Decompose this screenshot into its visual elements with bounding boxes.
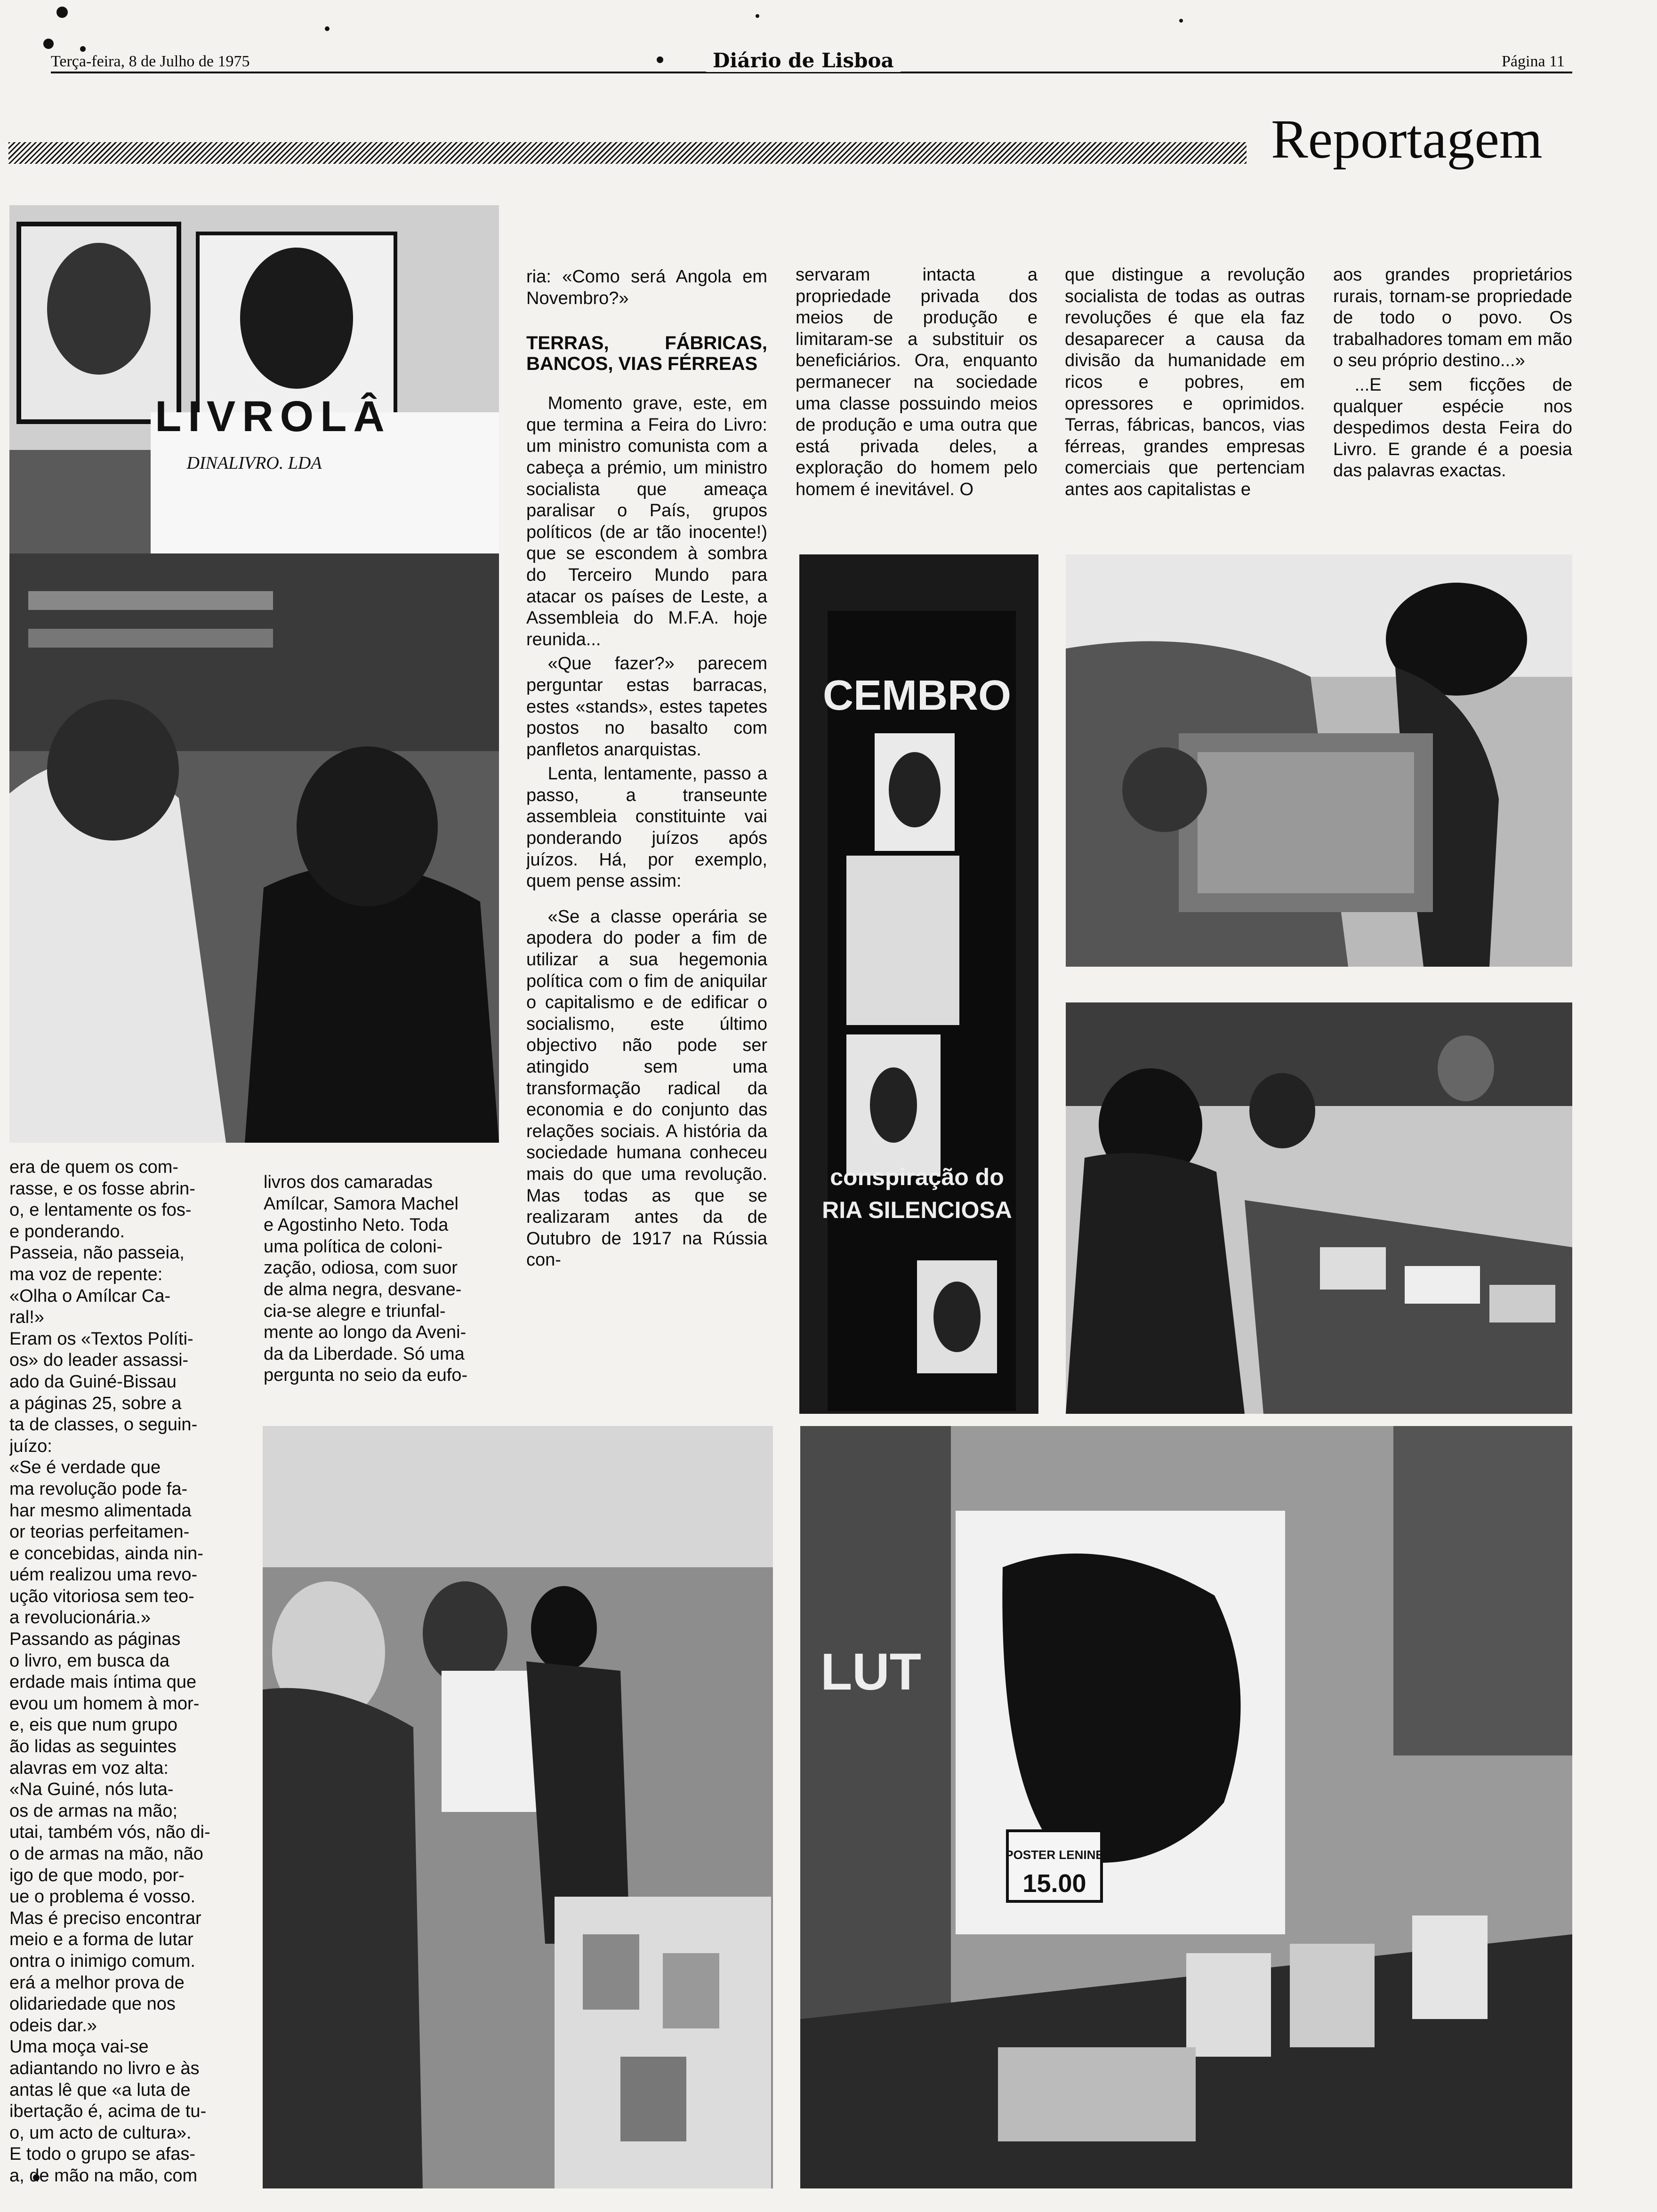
column-6 (1333, 264, 1572, 528)
col3-paragraph: Lenta, lentamente, passo a passo, a transeunte assembleia constituinte vai ponderando juízos após juízos. Há, por exemplo, quem pense assim: (526, 764, 767, 891)
scan-speck (43, 39, 54, 49)
col1-line: Passando as páginas (9, 1629, 181, 1650)
col1-line: utai, também vós, não di- (9, 1822, 210, 1843)
col1-line: antas lê que «a luta de (9, 2080, 191, 2100)
col1-line: e concebidas, ainda nin- (9, 1543, 203, 1563)
sign-livrola: LIVROLÂ (155, 393, 391, 441)
column-4 (796, 264, 1038, 528)
poster-cembro-text: CEMBRO (823, 672, 1011, 719)
col1-line: o, um acto de cultura». (9, 2123, 192, 2143)
photo-book-stand-crowd (9, 205, 499, 1143)
col1-line: uém realizou uma revo- (9, 1565, 198, 1585)
col1-line: a páginas 25, sobre a (9, 1393, 182, 1413)
col5-text: que distingue a revolução socialista de todas as outras revoluções é que ela faz desaparecer a causa da divisão da humanidade em ricos e pobres, em opressores e oprimidos. Terras, fábricas, bancos, vias férreas, grandes empresas comerciais que pertenciam antes aos capitalistas e (1065, 265, 1305, 499)
col1-line: ado da Guiné-Bissau (9, 1371, 177, 1392)
sign-dinalivro: DINALIVRO. LDA (186, 453, 322, 473)
col1-line: ão lidas as seguintes (9, 1737, 177, 1757)
col2-line: mente ao longo da Aveni- (264, 1322, 467, 1343)
col1-line: os de armas na mão; (9, 1801, 177, 1821)
col1-line: e ponderando. (9, 1221, 125, 1242)
poster-price-tag: 15.00 (1022, 1869, 1086, 1898)
col1-line: ta de classes, o seguin- (9, 1415, 198, 1435)
col1-line: alavras em voz alta: (9, 1758, 169, 1778)
col1-line: evou um homem à mor- (9, 1693, 200, 1714)
poster-silenciosa-text: RIA SILENCIOSA (822, 1197, 1012, 1223)
poster-side-text: LUT (820, 1643, 921, 1701)
col1-line: era de quem os com- (9, 1157, 179, 1177)
photo-lenine-poster (800, 1426, 1572, 2188)
col1-line: o de armas na mão, não (9, 1844, 203, 1864)
col1-line: «Se é verdade que (9, 1458, 161, 1478)
column-2 (264, 1172, 501, 1407)
col1-line: juízo: (9, 1436, 52, 1456)
col1-line: ontra o inimigo comum. (9, 1951, 195, 1971)
col1-line: odeis dar.» (9, 2015, 97, 2036)
col1-line: erdade mais íntima que (9, 1672, 197, 1692)
col1-line: ução vitoriosa sem teo- (9, 1586, 194, 1606)
col1-line: a revolucionária.» (9, 1608, 151, 1628)
scan-speck (657, 56, 663, 63)
col2-line: uma política de coloni- (264, 1236, 443, 1257)
column-5 (1065, 264, 1305, 528)
col2-line: de alma negra, desvane- (264, 1279, 462, 1299)
col3-paragraph: «Se a classe operária se apodera do poder a fim de utilizar a sua hegemonia política com o fim de aniquilar o capitalismo e de edificar o socialismo, este último objectivo não pode ser atingido sem uma transformação radical da economia e do conjunto das relações sociais. A história da sociedade humana conheceu mais do que uma revolução. Mas todas as que se realizaram antes da de Outubro de 1917 na Rússia con- (526, 906, 767, 1270)
col1-line: olidariedade que nos (9, 1994, 176, 2014)
col6-paragraph: ...E sem ficções de qualquer espécie nos despedimos desta Feira do Livro. E grande é a poesia das palavras exactas. (1333, 375, 1572, 481)
scan-speck (1179, 19, 1183, 23)
column-3 (526, 266, 767, 1410)
col4-text: servaram intacta a propriedade privada dos meios de produção e limitaram-se a substituir os beneficiários. Ora, enquanto permanecer na sociedade uma classe possuindo meios de produção e uma outra que está privada deles, a exploração do homem pelo homem é inevitável. O (796, 265, 1038, 499)
col1-line: ma voz de repente: (9, 1264, 163, 1284)
col1-line: «Olha o Amílcar Ca- (9, 1286, 171, 1306)
col1-line: Eram os «Textos Políti- (9, 1329, 193, 1349)
poster-conspiracao-text: conspiração do (830, 1164, 1004, 1190)
page-number: Página 11 (1502, 53, 1565, 70)
scan-speck (756, 14, 759, 18)
col1-line: o livro, em busca da (9, 1651, 170, 1671)
col1-line: a, de mão na mão, com (9, 2165, 198, 2186)
col2-line: livros dos camaradas (264, 1172, 433, 1192)
col2-line: e Agostinho Neto. Toda (264, 1215, 449, 1235)
col1-line: ma revolução pode fa- (9, 1479, 188, 1499)
col1-line: Uma moça vai-se (9, 2037, 149, 2057)
col1-line: os» do leader assassi- (9, 1350, 189, 1370)
col1-line: adiantando no livro e às (9, 2058, 200, 2078)
col1-line: E todo o grupo se afas- (9, 2144, 196, 2164)
col1-line: or teorias perfeitamen- (9, 1522, 190, 1542)
col1-line: har mesmo alimentada (9, 1500, 192, 1521)
col6-paragraph: aos grandes proprietários rurais, tornam-se propriedade de todo o povo. Os trabalhadores tomam em mão o seu próprio destino...» (1333, 265, 1572, 371)
col1-line: igo de que modo, por- (9, 1865, 185, 1885)
col2-line: zação, odiosa, com suor (264, 1258, 458, 1278)
col1-line: rasse, e os fosse abrin- (9, 1178, 195, 1199)
col3-subheading: TERRAS, FÁBRICAS, BANCOS, VIAS FÉRREAS (526, 333, 767, 375)
section-title: Reportagem (1271, 108, 1543, 170)
photo-crowd-reading (263, 1426, 773, 2188)
scan-speck (80, 46, 86, 52)
col1-line: erá a melhor prova de (9, 1972, 185, 1993)
col1-line: meio e a forma de lutar (9, 1930, 193, 1950)
section-hatch-rule (8, 142, 1247, 164)
col2-line: pergunta no seio da eufo- (264, 1365, 468, 1386)
col1-line: e, eis que num grupo (9, 1715, 178, 1735)
col1-line: o, e lentamente os fos- (9, 1200, 192, 1220)
col3-paragraph: «Que fazer?» parecem perguntar estas barracas, estes «stands», estes tapetes postos no basalto com panfletos anarquistas. (526, 654, 767, 760)
col1-line: Mas é preciso encontrar (9, 1908, 201, 1928)
photo-poster-column (799, 554, 1038, 1414)
col3-paragraph: Momento grave, este, em que termina a Feira do Livro: um ministro comunista com a cabeça a prémio, um ministro socialista que ameaça paralisar o País, grupos políticos (de ar tão inocente!) que se escondem à sombra do Terceiro Mundo para atacar os países de Leste, a Assembleia do M.F.A. hoje reunida... (526, 393, 767, 649)
col1-line: ibertação é, acima de tu- (9, 2101, 207, 2122)
issue-date: Terça-feira, 8 de Julho de 1975 (51, 53, 250, 70)
col1-line: ue o problema é vosso. (9, 1887, 196, 1907)
col3-intro: ria: «Como será Angola em Novembro?» (526, 267, 767, 308)
col1-line: «Na Guiné, nós luta- (9, 1779, 174, 1800)
photo-browsing-tables (1066, 1002, 1572, 1414)
poster-lenine-label: POSTER LENINE (1005, 1848, 1104, 1862)
col1-line: Passeia, não passeia, (9, 1243, 185, 1263)
column-1 (9, 1157, 245, 2188)
col1-line: ral!» (9, 1307, 44, 1328)
col2-line: da da Liberdade. Só uma (264, 1344, 465, 1364)
col2-line: Amílcar, Samora Machel (264, 1194, 458, 1214)
masthead: Diário de Lisboa (706, 49, 901, 72)
col2-line: cia-se alegre e triunfal- (264, 1301, 446, 1321)
scan-speck (56, 7, 68, 18)
photo-pavement-stall (1066, 554, 1572, 967)
scan-speck (325, 26, 330, 31)
